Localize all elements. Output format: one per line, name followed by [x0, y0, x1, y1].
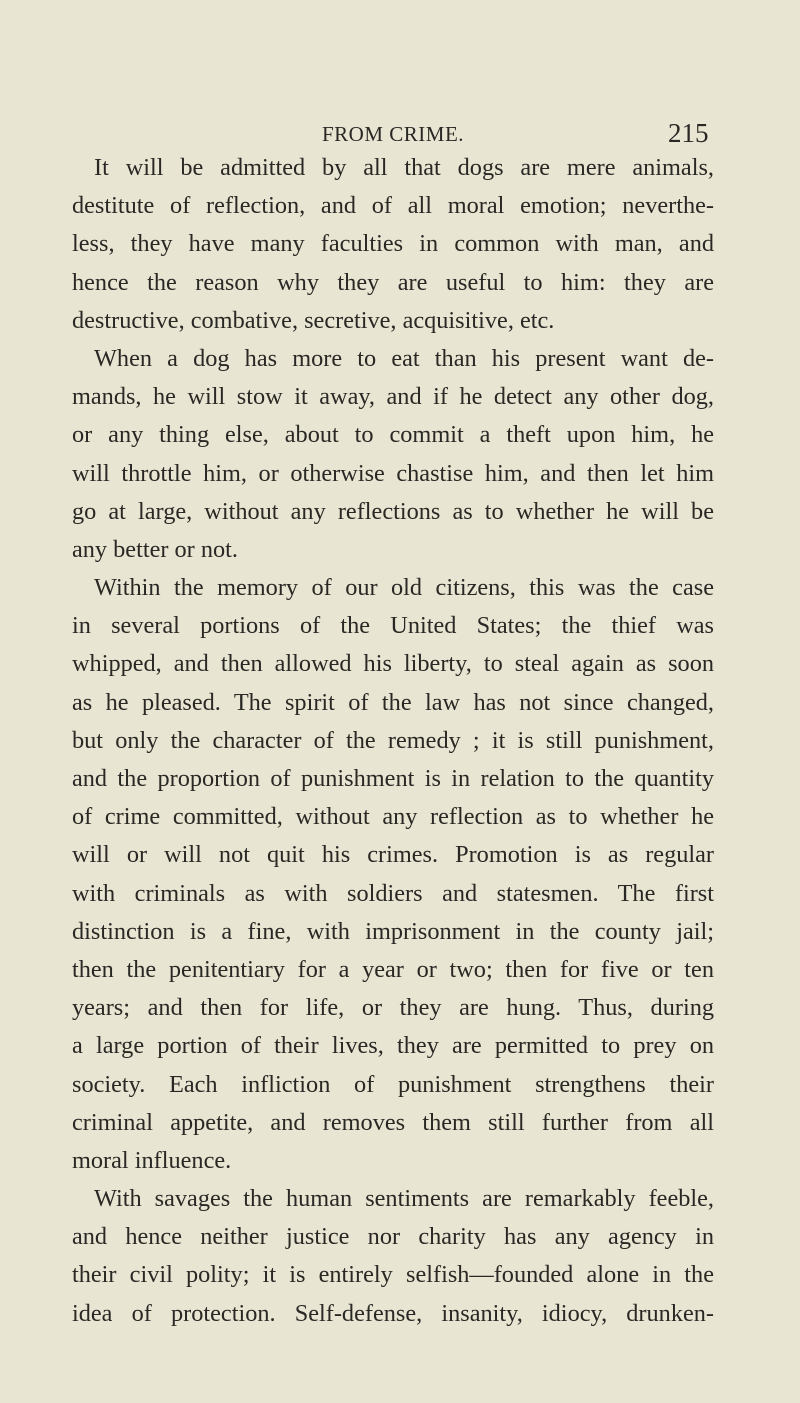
text-line: hence the reason why they are useful to him: they are — [72, 268, 714, 296]
text-line: a large portion of their lives, they are permitted to prey on — [72, 1032, 714, 1060]
text-line: in several portions of the United States; the thief was — [72, 612, 714, 640]
text-line: mands, he will stow it away, and if he detect any other dog, — [72, 383, 714, 411]
text-line: with criminals as with soldiers and statesmen. The first — [72, 879, 714, 907]
text-line: whipped, and then allowed his liberty, to steal again as soon — [72, 650, 714, 678]
text-line: criminal appetite, and removes them still further from all — [72, 1108, 714, 1136]
text-line: then the penitentiary for a year or two; then for five or ten — [72, 955, 714, 983]
text-line: and the proportion of punishment is in relation to the quantity — [72, 765, 714, 792]
text-line: will throttle him, or otherwise chastise him, and then let him — [72, 459, 714, 487]
text-line: as he pleased. The spirit of the law has not since changed, — [72, 688, 714, 716]
text-line: destructive, combative, secretive, acquisitive, etc. — [72, 306, 555, 334]
text-line: idea of protection. Self-defense, insanity, idiocy, drunken- — [72, 1299, 714, 1327]
text-line: and hence neither justice nor charity has any agency in — [72, 1223, 714, 1251]
text-line: or any thing else, about to commit a theft upon him, he — [72, 421, 714, 449]
text-line: any better or not. — [72, 535, 238, 563]
text-line: society. Each infliction of punishment strengthens their — [72, 1070, 714, 1098]
text-line: destitute of reflection, and of all moral emotion; neverthe- — [72, 192, 714, 220]
running-title: FROM CRIME. — [322, 122, 465, 146]
text-line: When a dog has more to eat than his present want de- — [94, 344, 714, 372]
text-line: go at large, without any reflections as to whether he will be — [72, 497, 714, 525]
text-line: Within the memory of our old citizens, this was the case — [94, 574, 714, 602]
text-line: It will be admitted by all that dogs are mere animals, — [94, 154, 714, 181]
text-line: distinction is a fine, with imprisonment in the county jail; — [72, 917, 714, 945]
page-number: 215 — [668, 118, 709, 148]
text-line: their civil polity; it is entirely selfish—founded alone in the — [72, 1261, 714, 1289]
text-line: but only the character of the remedy ; it is still punishment, — [72, 726, 714, 754]
page-header — [0, 118, 800, 152]
text-line: With savages the human sentiments are remarkably feeble, — [94, 1185, 714, 1213]
text-line: less, they have many faculties in common with man, and — [72, 230, 714, 258]
text-line: of crime committed, without any reflection as to whether he — [72, 803, 714, 831]
text-line: years; and then for life, or they are hung. Thus, during — [72, 994, 714, 1022]
body-text — [72, 149, 714, 1333]
text-line: moral influence. — [72, 1146, 232, 1174]
text-line: will or will not quit his crimes. Promotion is as regular — [72, 841, 714, 869]
